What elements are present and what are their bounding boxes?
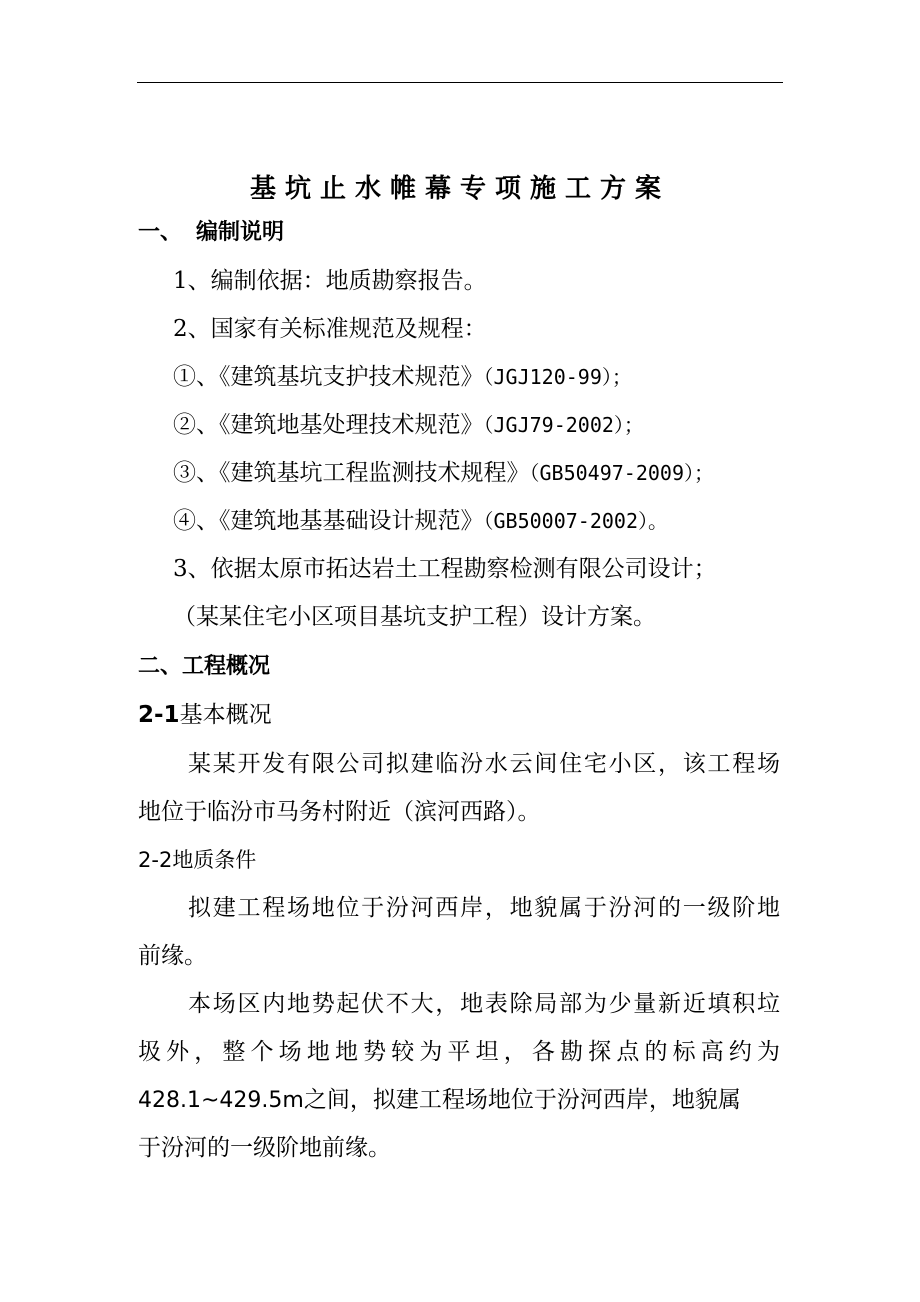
standard-name: ③、《建筑基坑工程监测技术规程》 — [173, 460, 530, 486]
header-rule — [137, 82, 783, 83]
section-2-heading: 二、工程概况 — [138, 654, 271, 679]
elevation-range: 428.1~429.5m — [138, 1088, 304, 1113]
standard-code: （JGJ79-2002）； — [483, 413, 644, 437]
subsection-2-2-heading — [138, 845, 256, 875]
standard-item-2 — [173, 410, 644, 440]
geology-para-1-line-2: 前缘。 — [138, 943, 207, 969]
basis-item-3: 3、依据太原市拓达岩土工程勘察检测有限公司设计； — [173, 556, 717, 582]
page-title: 基坑止水帷幕专项施工方案 — [249, 174, 670, 204]
overview-para-line-2: 地位于临汾市马务村附近（滨河西路）。 — [138, 799, 541, 825]
standard-code: （JGJ120-99）； — [483, 365, 632, 389]
standard-name: ①、《建筑基坑支护技术规范》 — [173, 364, 484, 390]
standard-name: ④、《建筑地基基础设计规范》 — [173, 508, 484, 534]
geology-para-2-line-4: 于汾河的一级阶地前缘。 — [138, 1135, 391, 1161]
basis-item-2: 2、国家有关标准规范及规程： — [173, 316, 487, 342]
standard-code: （GB50497-2009）； — [529, 461, 714, 485]
standard-item-3 — [173, 458, 714, 488]
standard-code: （GB50007-2002）。 — [483, 509, 668, 533]
subsection-2-1-heading — [138, 700, 272, 730]
subsection-2-2-title: 地质条件 — [172, 848, 257, 872]
standard-item-1 — [173, 362, 632, 392]
geology-para-2-line-2: 圾外，整个场地地势较为平坦，各勘探点的标高约为 — [138, 1039, 780, 1065]
subsection-2-2-number: 2-2 — [138, 848, 173, 872]
overview-para-line-1: 某某开发有限公司拟建临汾水云间住宅小区，该工程场 — [188, 751, 780, 777]
elevation-text: 之间，拟建工程场地位于汾河西岸，地貌属 — [303, 1087, 741, 1113]
section-1-number: 一、 — [138, 220, 183, 245]
standard-name: ②、《建筑地基处理技术规范》 — [173, 412, 484, 438]
basis-item-3-continued: （某某住宅小区项目基坑支护工程）设计方案。 — [173, 604, 656, 630]
geology-para-2-line-1: 本场区内地势起伏不大，地表除局部为少量新近填积垃 — [188, 991, 780, 1017]
basis-item-1: 1、编制依据：地质勘察报告。 — [173, 268, 487, 294]
geology-para-1-line-1: 拟建工程场地位于汾河西岸，地貌属于汾河的一级阶地 — [188, 895, 780, 921]
subsection-2-1-number: 2-1 — [138, 702, 180, 728]
section-1-heading — [138, 218, 284, 248]
subsection-2-1-title: 基本概况 — [179, 702, 272, 728]
standard-item-4 — [173, 506, 668, 536]
section-1-title: 编制说明 — [196, 220, 285, 245]
geology-para-2-line-3 — [138, 1085, 741, 1116]
